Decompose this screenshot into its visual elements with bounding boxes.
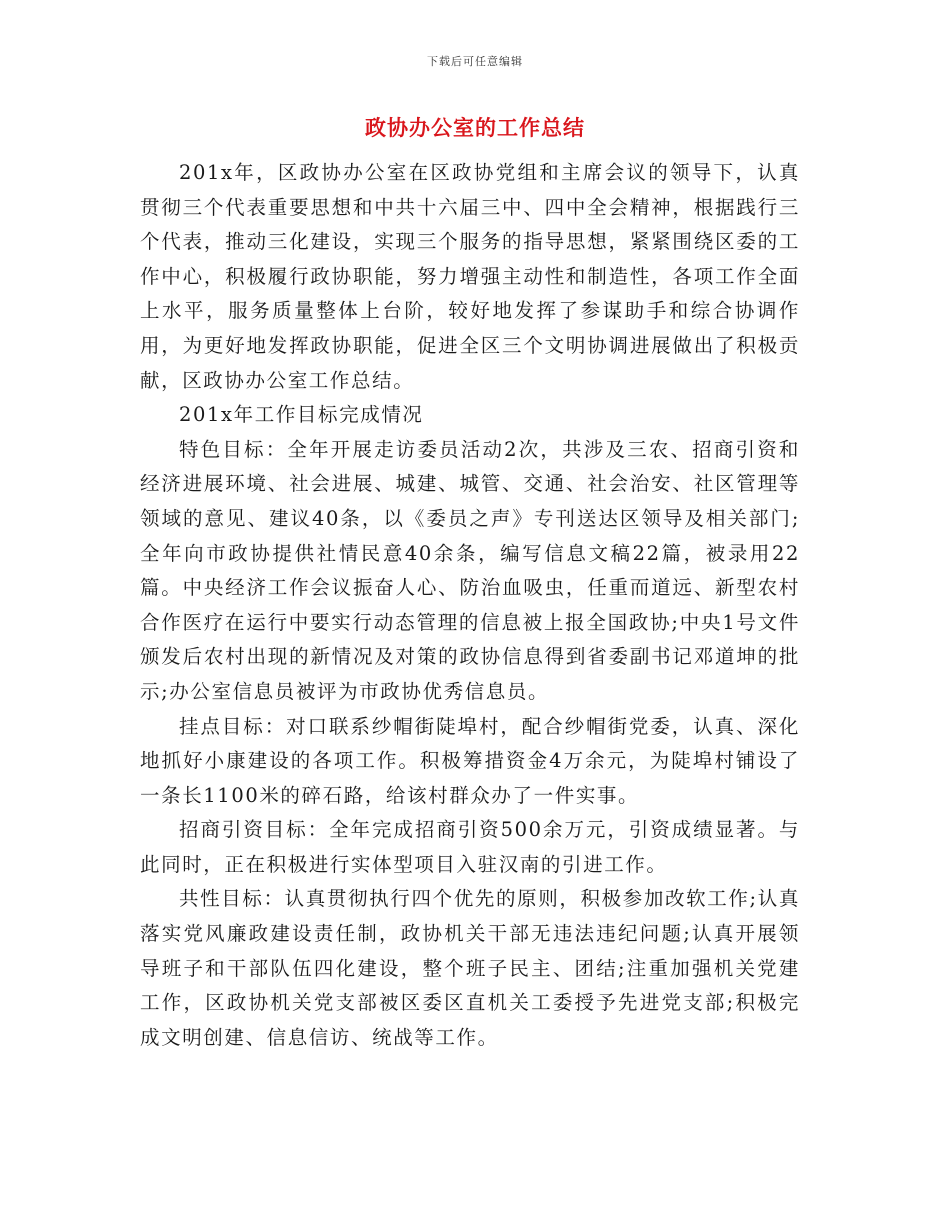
paragraph-intro: 201x年，区政协办公室在区政协党组和主席会议的领导下，认真贯彻三个代表重要思想和中共十六届三中、四中全会精神，根据践行三个代表，推动三化建设，实现三个服务的指导思想，紧紧围绕区委的工作中心，积极履行政协职能，努力增强主动性和制造性，各项工作全面上水平，服务质量整体上台阶，较好地发挥了参谋助手和综合协调作用，为更好地发挥政协职能，促进全区三个文明协调进展做出了积极贡献，区政协办公室工作总结。	[140, 161, 800, 392]
paragraph-investment-goal: 招商引资目标：全年完成招商引资500余万元，引资成绩显著。与此同时，正在积极进行实体型项目入驻汉南的引进工作。	[140, 818, 800, 876]
paragraph-feature-goal: 特色目标：全年开展走访委员活动2次，共涉及三农、招商引资和经济进展环境、社会进展、城建、城管、交通、社会治安、社区管理等领域的意见、建议40条，以《委员之声》专刊送达区领导及相关部门;全年向市政协提供社情民意40余条，编写信息文稿22篇，被录用22篇。中央经济工作会议振奋人心、防治血吸虫，任重而道远、新型农村合作医疗在运行中要实行动态管理的信息被上报全国政协;中央1号文件颁发后农村出现的新情况及对策的政协信息得到省委副书记邓道坤的批示;办公室信息员被评为市政协优秀信息员。	[140, 437, 800, 703]
document-title: 政协办公室的工作总结	[365, 115, 585, 140]
paragraph-liaison-goal: 挂点目标：对口联系纱帽街陡埠村，配合纱帽街党委，认真、深化地抓好小康建设的各项工作。积极筹措资金4万余元，为陡埠村铺设了一条长1100米的碎石路，给该村群众办了一件实事。	[140, 714, 800, 807]
document-body	[140, 156, 800, 1055]
header-note: 下载后可任意编辑	[427, 55, 523, 68]
paragraph-section-heading: 201x年工作目标完成情况	[179, 403, 424, 427]
paragraph-common-goal: 共性目标：认真贯彻执行四个优先的原则，积极参加改软工作;认真落实党风廉政建设责任制，政协机关干部无违法违纪问题;认真开展领导班子和干部队伍四化建设，整个班子民主、团结;注重加强机关党建工作，区政协机关党支部被区委区直机关工委授予先进党支部;积极完成文明创建、信息信访、统战等工作。	[140, 887, 800, 1049]
